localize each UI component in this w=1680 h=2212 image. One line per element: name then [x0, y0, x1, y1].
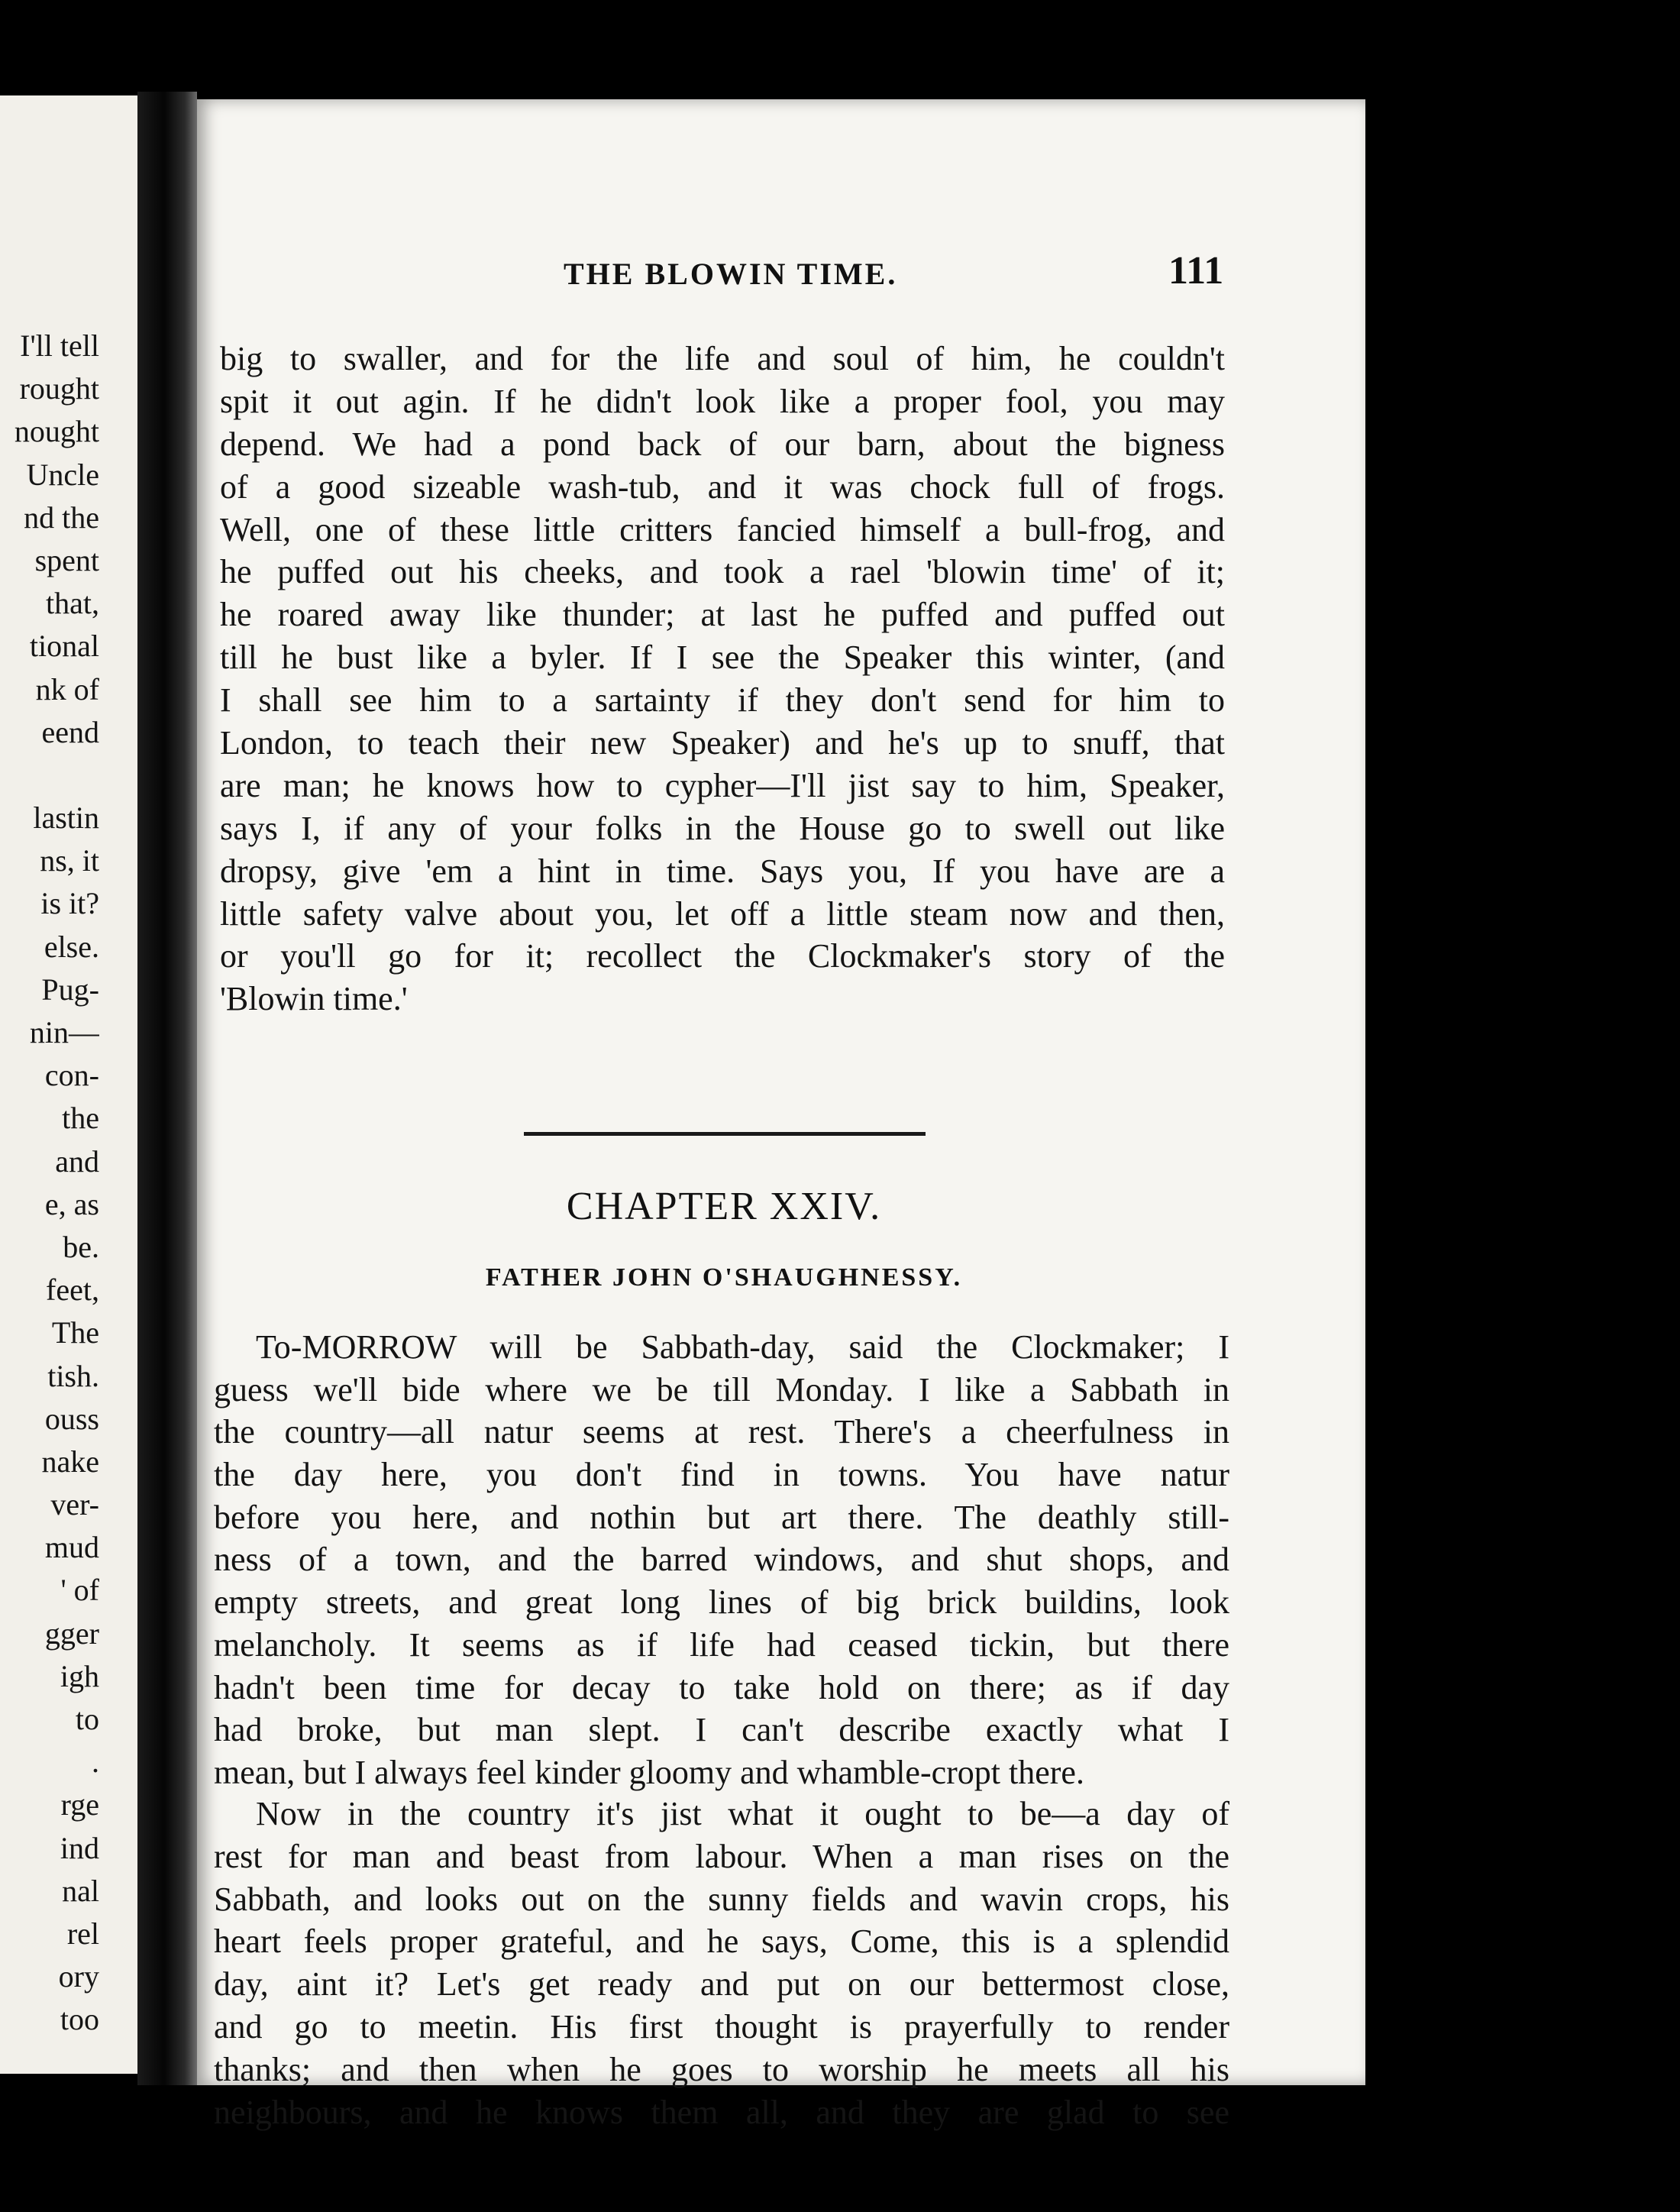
text-line: dropsy, give 'em a hint in time. Says you, If you have are a [220, 852, 1225, 890]
text-line: hadn't been time for decay to take hold on there; as if day [214, 1668, 1229, 1706]
left-page-line-fragment: The [51, 1315, 99, 1350]
left-page-line-fragment: ns, it [40, 843, 99, 878]
text-line: the country—all natur seems at rest. There's a cheerfulness in [214, 1413, 1229, 1451]
left-page-line-fragment: . [92, 1745, 99, 1780]
left-page-text-fragments [0, 325, 99, 2042]
text-line: he roared away like thunder; at last he puffed and puffed out [220, 596, 1225, 634]
text-line: ness of a town, and the barred windows, and shut shops, and [214, 1541, 1229, 1579]
left-page-line-fragment: else. [44, 929, 99, 964]
text-line: of a good sizeable wash-tub, and it was chock full of frogs. [220, 467, 1225, 506]
text-line: big to swaller, and for the life and soul of him, he couldn't [220, 340, 1225, 377]
left-page-line-fragment: nin— [29, 1015, 99, 1049]
left-page-line-fragment: to [75, 1702, 99, 1736]
text-line: 'Blowin time.' [220, 980, 408, 1018]
left-page-line-fragment: nk of [35, 671, 99, 707]
text-line: London, to teach their new Speaker) and he's up to snuff, that [220, 724, 1225, 762]
text-line: little safety valve about you, let off a little steam now and then, [220, 894, 1225, 933]
text-line: melancholy. It seems as if life had ceased tickin, but there [214, 1625, 1229, 1664]
left-page-line-fragment: spent [34, 542, 99, 577]
left-page-line-fragment: ind [60, 1830, 99, 1865]
text-line: says I, if any of your folks in the House go to swell out like [220, 809, 1225, 847]
text-line: he puffed out his cheeks, and took a rael 'blowin time' of it; [220, 553, 1225, 591]
text-line: or you'll go for it; recollect the Clockmaker's story of the [220, 937, 1225, 975]
left-page-line-fragment: tish. [47, 1358, 99, 1393]
left-page-line-fragment: ouss [44, 1401, 99, 1436]
text-line: rest for man and beast from labour. When a man rises on the [214, 1837, 1229, 1875]
text-line: To-MORROW will be Sabbath-day, said the Clockmaker; I [256, 1328, 1229, 1366]
page-header [197, 249, 1236, 317]
text-line: empty streets, and great long lines of big brick buildins, look [214, 1583, 1229, 1622]
left-page-line-fragment: too [60, 2002, 99, 2037]
paragraph-continued [220, 338, 1225, 1020]
text-line: till he bust like a byler. If I see the Speaker this winter, (and [220, 639, 1225, 677]
left-page-line-fragment: Pug- [41, 972, 99, 1007]
left-facing-page [0, 95, 137, 2074]
text-line: heart feels proper grateful, and he says, Come, this is a splendid [214, 1923, 1229, 1961]
text-line: and go to meetin. His first thought is prayerfully to render [214, 2007, 1229, 2045]
left-page-line-fragment: the [62, 1101, 99, 1136]
left-page-line-fragment: tional [29, 629, 99, 664]
text-line: had broke, but man slept. I can't describe exactly what I [214, 1711, 1229, 1749]
text-line: the day here, you don't find in towns. You have natur [214, 1456, 1229, 1494]
running-head: THE BLOWIN TIME. [564, 257, 898, 291]
left-page-line-fragment: lastin [33, 800, 99, 836]
chapter-subtitle: FATHER JOHN O'SHAUGHNESSY. [485, 1263, 963, 1292]
left-page-line-fragment: rge [60, 1787, 99, 1822]
left-page-line-fragment: and [55, 1143, 99, 1179]
paragraph-opening [214, 1326, 1229, 1794]
left-page-line-fragment: ver- [50, 1487, 99, 1522]
text-line: are man; he knows how to cypher—I'll jist say to him, Speaker, [220, 766, 1225, 804]
text-line: I shall see him to a sartainty if they don't send for him to [220, 681, 1225, 720]
left-page-line-fragment: ' of [60, 1573, 99, 1608]
text-line: thanks; and then when he goes to worship he meets all his [214, 2050, 1229, 2088]
text-line: Well, one of these little critters fancied himself a bull-frog, and [220, 510, 1225, 548]
left-page-line-fragment: con- [44, 1058, 99, 1093]
text-line: Now in the country it's jist what it ought to be—a day of [256, 1795, 1229, 1832]
text-line: day, aint it? Let's get ready and put on our bettermost close, [214, 1965, 1229, 2003]
text-line: mean, but I always feel kinder gloomy and whamble-cropt there. [214, 1753, 1084, 1791]
left-page-line-fragment: be. [63, 1229, 99, 1264]
left-page-line-fragment: that, [46, 586, 99, 621]
text-line: guess we'll bide where we be till Monday. I like a Sabbath in [214, 1370, 1229, 1408]
section-divider-rule [524, 1132, 926, 1136]
chapter-title: CHAPTER XXIV. [566, 1185, 882, 1228]
text-line: spit it out agin. If he didn't look like a proper fool, you may [220, 382, 1225, 420]
paragraph-second [214, 1793, 1229, 2133]
left-page-line-fragment [0, 754, 99, 797]
left-page-line-fragment: is it? [40, 886, 99, 921]
text-line: Sabbath, and looks out on the sunny fields and wavin crops, his [214, 1880, 1229, 1918]
left-page-line-fragment: Uncle [26, 457, 99, 492]
left-page-line-fragment: nought [14, 414, 99, 449]
left-page-line-fragment: rel [66, 1916, 99, 1951]
left-page-line-fragment: feet, [46, 1273, 99, 1308]
text-line: before you here, and nothin but art there. The deathly still- [214, 1498, 1229, 1536]
left-page-line-fragment: I'll tell [20, 328, 99, 363]
text-line: depend. We had a pond back of our barn, about the bigness [220, 425, 1225, 463]
left-page-line-fragment: nal [62, 1873, 99, 1908]
left-page-line-fragment: igh [60, 1658, 99, 1693]
left-page-line-fragment: eend [41, 714, 99, 749]
left-page-line-fragment: rought [19, 371, 99, 406]
left-page-line-fragment: e, as [44, 1186, 99, 1221]
text-line: neighbours, and he knows them all, and they are glad to see [214, 2093, 1229, 2131]
binding-gutter [137, 92, 197, 2085]
left-page-line-fragment: ory [58, 1959, 99, 1994]
left-page-line-fragment: gger [44, 1615, 99, 1651]
left-page-line-fragment: nd the [24, 500, 99, 535]
page-number: 111 [1168, 249, 1224, 293]
left-page-line-fragment: nake [41, 1444, 99, 1479]
left-page-line-fragment: mud [44, 1530, 99, 1565]
page-111 [197, 99, 1365, 2131]
